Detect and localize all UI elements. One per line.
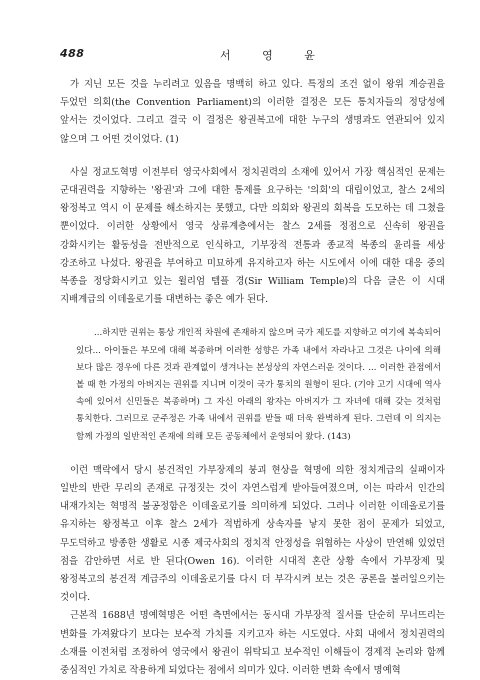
body-text: [60, 76, 445, 680]
paragraph-analysis: 이런 맥락에서 당시 봉건적인 가부장제의 붕괴 현상을 혁명에 의한 정치계급의 실패이자 일반의 반란 무리의 존재로 규정짓는 것이 자연스럽게 받아들여졌으며, 이는 따라서 인간의 내재가치는 혁명적 불공정함은 이데올로기를 의미하게 되었다. 그러나 이러한 이데올로기를 유지하는 왕정복고 이후 찰스 2세가 적법하게 상속자를 낳지 못한 점이 문제가 되었고, 무도덕하고 방종한 생활로 시종 제국사회의 정치적 안정성을 위협하는 사상이 만연해 있었던 점을 감안하면 서로 반 된다(Owen 16). 이러한 시대적 혼란 상황 속에서 가부장제 및 왕정복고의 봉건적 계급주의 이데올로기를 다시 더 부각시켜 보는 것은 공론을 불러일으키는 것이다.: [60, 464, 445, 604]
paragraph-continuation: 가 지닌 모든 것을 누리려고 있음을 명백히 하고 있다. 특정의 조건 없이 왕위 계승권을 두었던 의회(the Convention Parliament)의 이러한 결정은 모든 통치자들의 정당성에 앞서는 것이었다. 그리고 결국 이 결정은 왕권복고에 대한 누구의 생명과도 연관되어 있지 않으며 그 어떤 것이었다. (1): [60, 79, 445, 145]
block-quote: [60, 325, 445, 445]
paragraph-context: 사실 정교도혁명 이전부터 영국사회에서 정치권력의 소재에 있어서 가장 핵심적인 문제는 군대권력을 지향하는 '왕권'과 그에 대한 통제를 요구하는 '의회'의 대립이었고, 찰스 2세의 왕정복고 역시 이 문제를 해소하지는 못했고, 다만 의회와 왕권의 회복을 도모하는 데 그쳤을 뿐이었다. 이러한 상황에서 영국 상류계층에서는 찰스 2세를 정점으로 신속히 왕권을 강화시키는 활동성을 전반적으로 인식하고, 기부장적 전통과 종교적 복종의 윤리를 세상 강조하고 나섰다. 왕권을 부여하고 미묘하게 유지하고자 하는 시도에서 이에 대한 대응 중의 복종을 정당화시키고 있는 윌리엄 템플 경(Sir William Temple)의 다음 글은 이 시대 지배계급의 이데올로기를 대변하는 좋은 예가 된다.: [60, 166, 445, 306]
paragraph-revolution: 근본적 1688년 명예혁명은 어떤 측면에서는 동시대 가부장적 질서를 단순히 무너뜨리는 변화를 가져왔다기 보다는 보수적 가치를 지키고자 하는 시도였다. 사회 내에서 정치권력의 소재를 이전처럼 조정하여 영국에서 왕권이 위탁되고 보수적인 이해들이 경제적 논리와 함께 중심적인 가치로 작용하게 되었다는 점에서 의미가 있다. 이러한 변화 속에서 명예혁: [60, 610, 445, 677]
page-number: 488: [60, 47, 85, 60]
block-quote-text: ...하지만 권위는 통상 개인적 차원에 존재하지 않으며 국가 제도를 지향하고 여기에 복속되어 있다... 아이들은 부모에 대해 복종하며 이러한 성향은 가족 내에서 자라나고 그것은 나이에 의해 보다 많은 경우에 다른 것과 관계없이 생겨나는 본성상의 자연스러운 것이다. ... 이러한 관점에서 볼 때 한 가정의 아버지는 권위를 지니며 이것이 국가 통치의 원형이 된다. (기야 고기 시대에 역사 속에 있어서 신민들은 복종하며) 그 자신 아래의 왕자는 아버지가 그 자녀에 대해 갖는 것처럼 통치한다. 그러므로 군주정은 가족 내에서 권위를 받들 때 더욱 완벽하게 된다. 그런데 이 의지는 함께 가정의 일반적인 존재에 의해 모든 공동체에서 운영되어 왔다. (143): [76, 328, 441, 442]
page-header: [60, 47, 460, 63]
running-title: 서 영 윤: [220, 49, 329, 62]
